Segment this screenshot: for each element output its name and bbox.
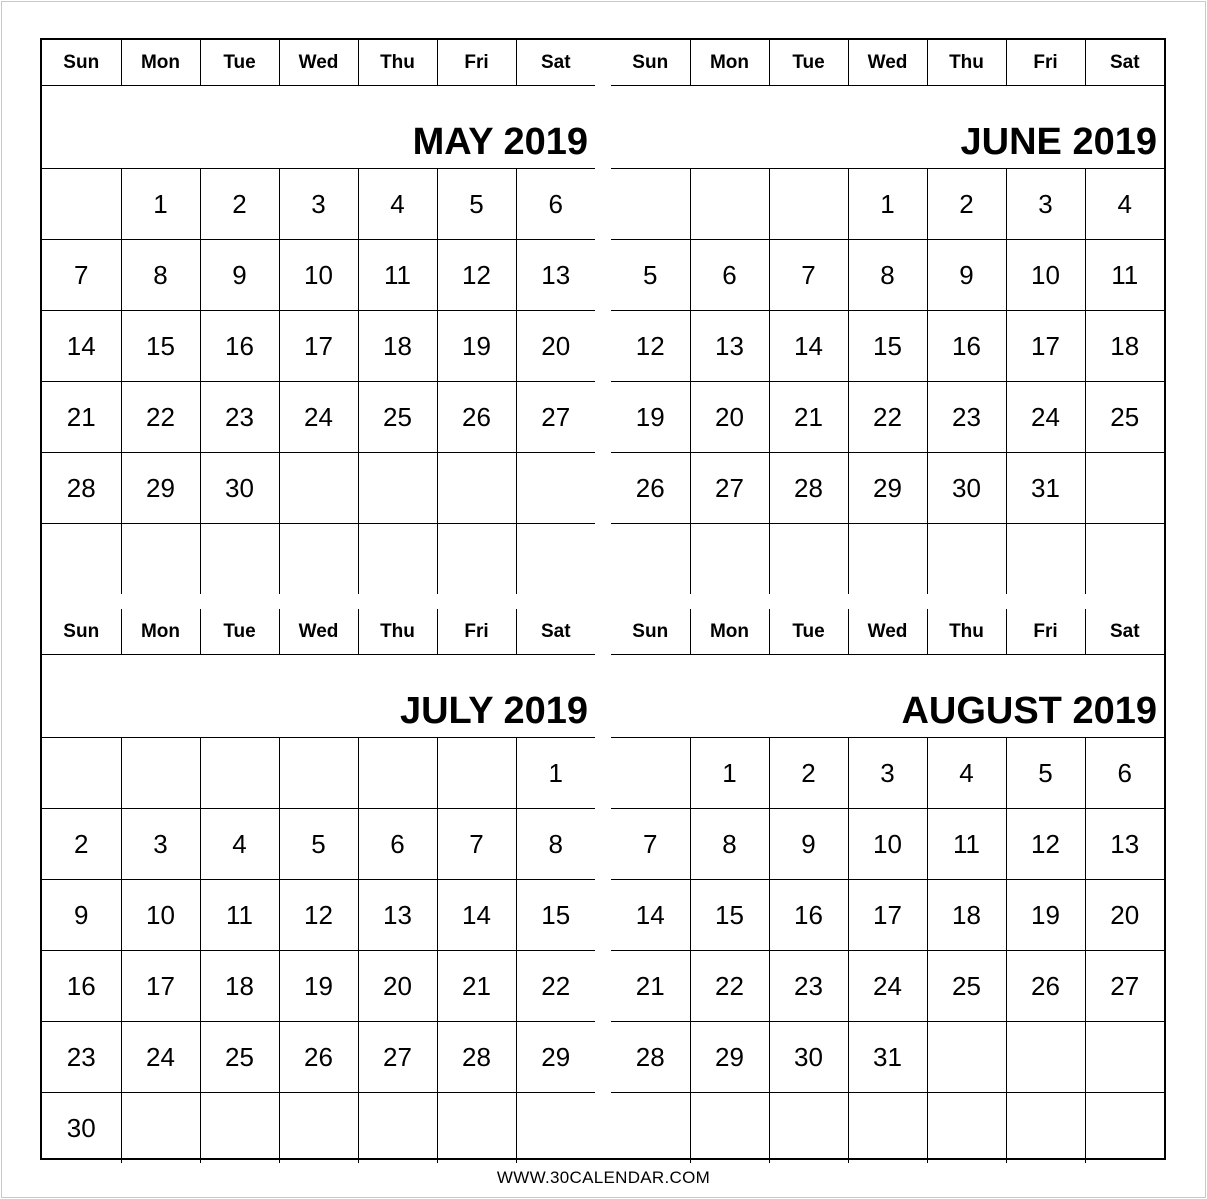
day-cell: 4: [200, 809, 279, 880]
week-row: [611, 169, 1164, 240]
day-cell: 26: [437, 382, 516, 453]
day-cell: 30: [769, 1022, 848, 1093]
week-row: [611, 880, 1164, 951]
day-cell: 17: [848, 880, 927, 951]
day-cell: [848, 1093, 927, 1164]
month-august: [611, 609, 1164, 1163]
month-title-row: [611, 655, 1164, 738]
weekday-label: Sat: [1085, 40, 1164, 86]
month-title: AUGUST 2019: [611, 655, 1164, 738]
month-title-row: [42, 655, 595, 738]
day-cell: [927, 524, 1006, 595]
day-cell: 5: [279, 809, 358, 880]
day-cell: 25: [200, 1022, 279, 1093]
weekday-label: Wed: [279, 609, 358, 655]
day-cell: [279, 1093, 358, 1164]
month-grid: [611, 40, 1164, 594]
day-cell: 14: [42, 311, 121, 382]
day-cell: 28: [611, 1022, 690, 1093]
day-cell: 26: [279, 1022, 358, 1093]
week-row: [42, 240, 595, 311]
weekday-label: Wed: [848, 609, 927, 655]
day-cell: 8: [848, 240, 927, 311]
day-cell: [1085, 1022, 1164, 1093]
week-row: [42, 453, 595, 524]
month-july: [42, 609, 595, 1163]
day-cell: 23: [769, 951, 848, 1022]
day-cell: 2: [200, 169, 279, 240]
day-cell: [1085, 453, 1164, 524]
weekday-header-row: [611, 40, 1164, 86]
day-cell: 14: [769, 311, 848, 382]
day-cell: 18: [927, 880, 1006, 951]
day-cell: [611, 169, 690, 240]
day-cell: 29: [516, 1022, 595, 1093]
day-cell: 10: [848, 809, 927, 880]
day-cell: [516, 524, 595, 595]
day-cell: 17: [121, 951, 200, 1022]
weekday-label: Wed: [279, 40, 358, 86]
day-cell: 1: [848, 169, 927, 240]
day-cell: 21: [769, 382, 848, 453]
day-cell: 6: [516, 169, 595, 240]
day-cell: 7: [437, 809, 516, 880]
week-row: [42, 382, 595, 453]
month-title: JULY 2019: [42, 655, 595, 738]
day-cell: [1006, 1093, 1085, 1164]
day-cell: 4: [927, 738, 1006, 809]
day-cell: 19: [279, 951, 358, 1022]
day-cell: [121, 524, 200, 595]
weekday-label: Fri: [437, 40, 516, 86]
day-cell: 19: [611, 382, 690, 453]
week-row: [611, 809, 1164, 880]
week-row: [42, 311, 595, 382]
day-cell: [1006, 1022, 1085, 1093]
month-title-row: [611, 86, 1164, 169]
day-cell: 2: [42, 809, 121, 880]
weekday-label: Thu: [927, 40, 1006, 86]
day-cell: [437, 738, 516, 809]
day-cell: 5: [437, 169, 516, 240]
week-row: [42, 1022, 595, 1093]
day-cell: 15: [690, 880, 769, 951]
day-cell: [611, 738, 690, 809]
day-cell: 8: [690, 809, 769, 880]
day-cell: 7: [42, 240, 121, 311]
day-cell: 14: [437, 880, 516, 951]
day-cell: 11: [200, 880, 279, 951]
day-cell: 27: [690, 453, 769, 524]
day-cell: 31: [1006, 453, 1085, 524]
day-cell: 23: [927, 382, 1006, 453]
week-row: [42, 1093, 595, 1164]
day-cell: 25: [358, 382, 437, 453]
day-cell: [1085, 1093, 1164, 1164]
day-cell: 22: [690, 951, 769, 1022]
day-cell: 27: [358, 1022, 437, 1093]
day-cell: 17: [1006, 311, 1085, 382]
day-cell: 29: [690, 1022, 769, 1093]
day-cell: 30: [42, 1093, 121, 1164]
day-cell: 20: [358, 951, 437, 1022]
weekday-label: Mon: [121, 40, 200, 86]
day-cell: [690, 169, 769, 240]
day-cell: 15: [516, 880, 595, 951]
day-cell: 16: [769, 880, 848, 951]
weekday-label: Sun: [42, 609, 121, 655]
day-cell: [516, 453, 595, 524]
week-row: [611, 382, 1164, 453]
day-cell: [611, 524, 690, 595]
day-cell: 25: [927, 951, 1006, 1022]
day-cell: 2: [769, 738, 848, 809]
day-cell: [358, 738, 437, 809]
month-may: [42, 40, 595, 594]
day-cell: 12: [1006, 809, 1085, 880]
day-cell: 26: [1006, 951, 1085, 1022]
weekday-label: Tue: [200, 40, 279, 86]
week-row: [611, 951, 1164, 1022]
day-cell: [358, 453, 437, 524]
day-cell: [690, 1093, 769, 1164]
day-cell: 6: [1085, 738, 1164, 809]
month-title-row: [42, 86, 595, 169]
day-cell: 20: [690, 382, 769, 453]
day-cell: 18: [358, 311, 437, 382]
day-cell: 24: [1006, 382, 1085, 453]
week-row: [611, 311, 1164, 382]
day-cell: [358, 524, 437, 595]
day-cell: [279, 738, 358, 809]
day-cell: 4: [358, 169, 437, 240]
weekday-label: Thu: [358, 609, 437, 655]
day-cell: [769, 169, 848, 240]
day-cell: 1: [690, 738, 769, 809]
day-cell: 10: [279, 240, 358, 311]
weekday-label: Tue: [769, 609, 848, 655]
day-cell: 21: [437, 951, 516, 1022]
day-cell: 16: [927, 311, 1006, 382]
weekday-label: Sat: [516, 40, 595, 86]
weekday-header-row: [611, 609, 1164, 655]
day-cell: 17: [279, 311, 358, 382]
day-cell: 3: [121, 809, 200, 880]
weekday-label: Thu: [927, 609, 1006, 655]
day-cell: 24: [121, 1022, 200, 1093]
month-june: [611, 40, 1164, 594]
day-cell: 19: [437, 311, 516, 382]
week-row: [42, 169, 595, 240]
weekday-label: Sat: [1085, 609, 1164, 655]
day-cell: 1: [121, 169, 200, 240]
day-cell: 7: [611, 809, 690, 880]
weekday-label: Sun: [611, 40, 690, 86]
weekday-header-row: [42, 40, 595, 86]
day-cell: [279, 453, 358, 524]
day-cell: [769, 524, 848, 595]
day-cell: [848, 524, 927, 595]
day-cell: 10: [1006, 240, 1085, 311]
day-cell: 27: [1085, 951, 1164, 1022]
weekday-label: Tue: [200, 609, 279, 655]
day-cell: 28: [42, 453, 121, 524]
month-grid: [42, 609, 595, 1163]
day-cell: 13: [1085, 809, 1164, 880]
day-cell: 13: [358, 880, 437, 951]
day-cell: 22: [121, 382, 200, 453]
day-cell: [1006, 524, 1085, 595]
weekday-label: Mon: [690, 40, 769, 86]
day-cell: 9: [42, 880, 121, 951]
day-cell: 26: [611, 453, 690, 524]
day-cell: 19: [1006, 880, 1085, 951]
day-cell: 22: [848, 382, 927, 453]
day-cell: [1085, 524, 1164, 595]
week-row: [42, 809, 595, 880]
day-cell: 1: [516, 738, 595, 809]
day-cell: 18: [1085, 311, 1164, 382]
month-title: MAY 2019: [42, 86, 595, 169]
day-cell: 12: [279, 880, 358, 951]
day-cell: [927, 1022, 1006, 1093]
day-cell: 8: [516, 809, 595, 880]
day-cell: 4: [1085, 169, 1164, 240]
weekday-label: Mon: [690, 609, 769, 655]
day-cell: 16: [42, 951, 121, 1022]
calendar-sheet: [40, 38, 1166, 1160]
day-cell: [927, 1093, 1006, 1164]
day-cell: [437, 453, 516, 524]
day-cell: [437, 524, 516, 595]
day-cell: [200, 738, 279, 809]
week-row: [42, 524, 595, 595]
day-cell: [200, 524, 279, 595]
day-cell: 21: [42, 382, 121, 453]
week-row: [611, 524, 1164, 595]
day-cell: 9: [927, 240, 1006, 311]
day-cell: [121, 1093, 200, 1164]
day-cell: 5: [1006, 738, 1085, 809]
weekday-label: Tue: [769, 40, 848, 86]
week-row: [611, 1093, 1164, 1164]
day-cell: 3: [848, 738, 927, 809]
day-cell: [279, 524, 358, 595]
day-cell: 11: [927, 809, 1006, 880]
day-cell: 21: [611, 951, 690, 1022]
week-row: [611, 738, 1164, 809]
day-cell: 29: [848, 453, 927, 524]
day-cell: [200, 1093, 279, 1164]
day-cell: 18: [200, 951, 279, 1022]
day-cell: 24: [279, 382, 358, 453]
month-title: JUNE 2019: [611, 86, 1164, 169]
day-cell: 27: [516, 382, 595, 453]
day-cell: 7: [769, 240, 848, 311]
month-grid: [611, 609, 1164, 1163]
week-row: [42, 738, 595, 809]
day-cell: [769, 1093, 848, 1164]
day-cell: 20: [1085, 880, 1164, 951]
day-cell: [42, 738, 121, 809]
day-cell: [358, 1093, 437, 1164]
day-cell: 31: [848, 1022, 927, 1093]
day-cell: 6: [358, 809, 437, 880]
day-cell: [42, 524, 121, 595]
day-cell: 23: [200, 382, 279, 453]
weekday-label: Sat: [516, 609, 595, 655]
day-cell: [611, 1093, 690, 1164]
weekday-label: Fri: [1006, 40, 1085, 86]
day-cell: 14: [611, 880, 690, 951]
weekday-label: Mon: [121, 609, 200, 655]
weekday-header-row: [42, 609, 595, 655]
day-cell: 6: [690, 240, 769, 311]
day-cell: 12: [611, 311, 690, 382]
day-cell: 13: [690, 311, 769, 382]
day-cell: 3: [279, 169, 358, 240]
weekday-label: Fri: [1006, 609, 1085, 655]
week-row: [42, 951, 595, 1022]
day-cell: 22: [516, 951, 595, 1022]
month-grid: [42, 40, 595, 594]
weekday-label: Sun: [611, 609, 690, 655]
day-cell: 29: [121, 453, 200, 524]
day-cell: 20: [516, 311, 595, 382]
day-cell: 23: [42, 1022, 121, 1093]
week-row: [611, 453, 1164, 524]
weekday-label: Sun: [42, 40, 121, 86]
week-row: [611, 1022, 1164, 1093]
day-cell: 11: [358, 240, 437, 311]
day-cell: 30: [200, 453, 279, 524]
week-row: [611, 240, 1164, 311]
day-cell: 28: [437, 1022, 516, 1093]
day-cell: 13: [516, 240, 595, 311]
weekday-label: Fri: [437, 609, 516, 655]
day-cell: 2: [927, 169, 1006, 240]
day-cell: [121, 738, 200, 809]
day-cell: 12: [437, 240, 516, 311]
day-cell: 30: [927, 453, 1006, 524]
day-cell: 5: [611, 240, 690, 311]
day-cell: 9: [769, 809, 848, 880]
day-cell: 16: [200, 311, 279, 382]
day-cell: 28: [769, 453, 848, 524]
day-cell: 24: [848, 951, 927, 1022]
day-cell: [516, 1093, 595, 1164]
weekday-label: Wed: [848, 40, 927, 86]
day-cell: 8: [121, 240, 200, 311]
day-cell: 15: [848, 311, 927, 382]
weekday-label: Thu: [358, 40, 437, 86]
day-cell: [42, 169, 121, 240]
day-cell: 25: [1085, 382, 1164, 453]
day-cell: 9: [200, 240, 279, 311]
day-cell: 11: [1085, 240, 1164, 311]
day-cell: 15: [121, 311, 200, 382]
week-row: [42, 880, 595, 951]
footer-url[interactable]: WWW.30CALENDAR.COM: [496, 1168, 711, 1187]
day-cell: [690, 524, 769, 595]
day-cell: 3: [1006, 169, 1085, 240]
day-cell: [437, 1093, 516, 1164]
day-cell: 10: [121, 880, 200, 951]
